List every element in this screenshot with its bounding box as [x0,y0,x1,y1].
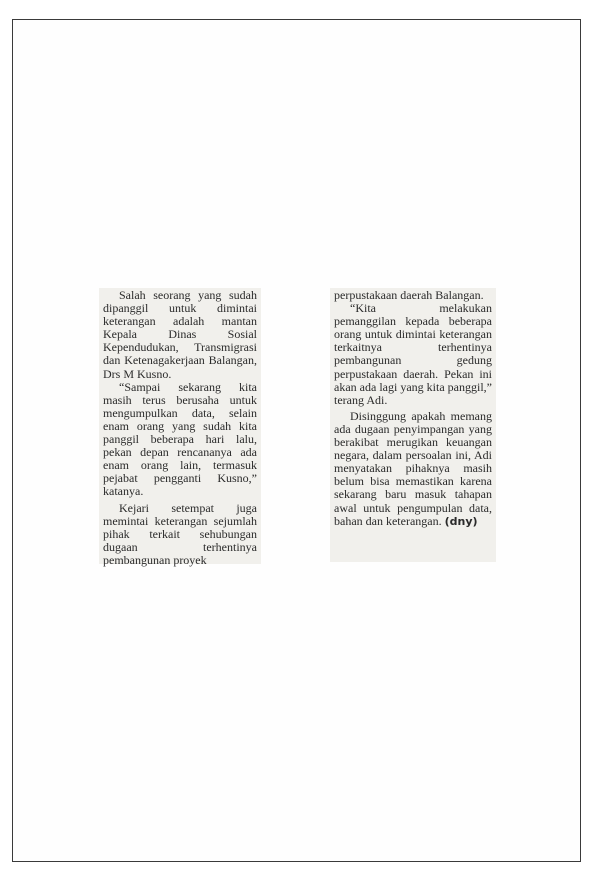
paragraph: “Sampai sekarang kita masih terus berusaha untuk mengumpulkan data, selain enam orang yang sudah kita panggil beberapa hari lalu, pekan depan rencananya ada enam orang lain, termasuk pejabat pengganti Kusno,” katanya. [103,379,257,499]
paragraph: “Kita melakukan pemanggilan kepada beberapa orang untuk dimintai keterangan terkaitnya terhentinya pembangunan gedung perpustakaan daerah. Pekan ini akan ada lagi yang kita panggil,” terang Adi. [334,301,492,407]
article-column-right [330,288,496,562]
paragraph: perpustakaan daerah Balangan. [334,288,484,302]
author-signature: (dny) [444,514,478,528]
article-column-left [99,288,261,567]
paragraph-text: Disinggung apakah memang ada dugaan penyimpangan yang berakibat merugikan keuangan negara, dalam persoalan ini, Adi menyatakan pihaknya masih belum bisa memastikan karena sekarang baru masuk tahapan awal untuk pengumpulan data, bahan dan keterangan. [334,408,492,528]
paragraph: Salah seorang yang sudah dipanggil untuk dimintai keterangan adalah mantan Kepala Dinas Sosial Kependudukan, Transmigrasi dan Ketenagakerjaan Balangan, Drs M Kusno. [103,288,257,381]
paragraph: Kejari setempat juga memintai keterangan sejumlah pihak terkait sehubungan dugaan terhentinya pembangunan proyek [103,500,257,567]
paragraph-last [334,410,492,528]
